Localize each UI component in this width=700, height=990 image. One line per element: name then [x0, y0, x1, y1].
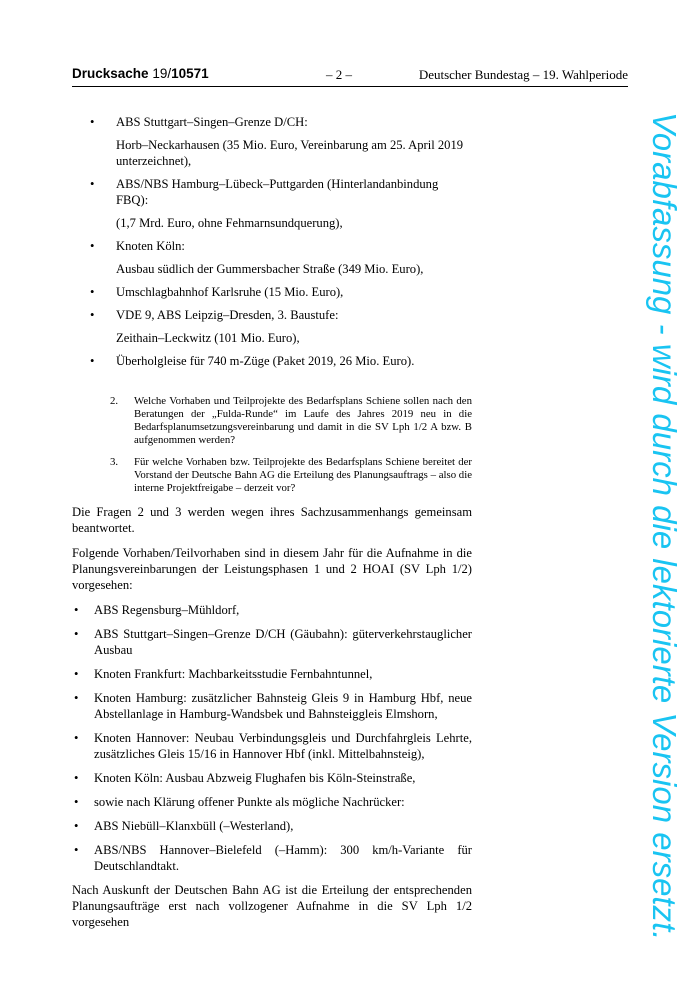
bullet-icon: • [74, 843, 79, 857]
questions-block [110, 395, 472, 495]
bullet-icon: • [74, 819, 79, 833]
header-right-title: Deutscher Bundestag – 19. Wahlperiode [418, 67, 628, 82]
bullet-icon: • [74, 731, 79, 745]
watermark-text: Vorabfassung - wird durch die lektorierte Version ersetzt. [646, 112, 683, 941]
question-text: Welche Vorhaben und Teilprojekte des Bedarfsplans Schiene sollen nach den Beratungen der „Fulda-Runde“ im Laufe des Jahres 2019 neu in die Bedarfsplanumsetzungsvereinbarung und damit in die SV Lph 1/2 A bzw. B aufgenommen werden? [134, 395, 472, 446]
item-sub: Ausbau südlich der Gummersbacher Straße (349 Mio. Euro), [116, 262, 424, 276]
answer-intro: Die Fragen 2 und 3 werden wegen ihres Sachzusammenhangs gemeinsam beantwortet. [72, 505, 472, 535]
bullet-icon: • [74, 627, 79, 641]
bullet-icon: • [90, 177, 95, 191]
bullet-icon: • [74, 691, 79, 705]
list-item [72, 730, 472, 762]
bullet-icon: • [90, 285, 95, 299]
question-text: Für welche Vorhaben bzw. Teilprojekte des Bedarfsplans Schiene bereitet der Vorstand der Deutsche Bahn AG die Erteilung des Planungsauftrags – also die interne Projektfreigabe – derzeit vor? [134, 456, 472, 494]
list-item [72, 770, 472, 786]
list-item [90, 176, 472, 231]
list-item [72, 794, 472, 810]
document-number [72, 66, 209, 81]
page-number: – 2 – [326, 67, 352, 82]
item-text: ABS Stuttgart–Singen–Grenze D/CH (Gäubahn): güterverkehrstauglicher Ausbau [94, 627, 472, 657]
list-item [72, 602, 472, 618]
item-line: ABS Stuttgart–Singen–Grenze D/CH: [116, 115, 308, 129]
item-text: sowie nach Klärung offener Punkte als mögliche Nachrücker: [94, 795, 405, 809]
list-item [90, 238, 472, 277]
bullet-icon: • [90, 115, 95, 129]
list-item [90, 114, 472, 169]
item-text: Knoten Frankfurt: Machbarkeitsstudie Fernbahntunnel, [94, 667, 373, 681]
item-sub: (1,7 Mrd. Euro, ohne Fehmarnsundquerung), [116, 216, 343, 230]
item-text: Knoten Köln: Ausbau Abzweig Flughafen bis Köln-Steinstraße, [94, 771, 416, 785]
project-list [72, 114, 472, 369]
bullet-icon: • [74, 603, 79, 617]
item-text: ABS Niebüll–Klanxbüll (–Westerland), [94, 819, 294, 833]
item-line: Knoten Köln: [116, 239, 185, 253]
list-item [72, 818, 472, 834]
item-line: VDE 9, ABS Leipzig–Dresden, 3. Baustufe: [116, 308, 339, 322]
item-sub: Zeithain–Leckwitz (101 Mio. Euro), [116, 331, 300, 345]
list-item [90, 353, 472, 369]
list-item [90, 307, 472, 346]
bullet-icon: • [74, 795, 79, 809]
question-number: 3. [110, 456, 119, 468]
question-3 [110, 456, 472, 495]
bullet-icon: • [74, 771, 79, 785]
drucksache-label: Drucksache [72, 66, 149, 81]
item-line: Überholgleise für 740 m-Züge (Paket 2019, 26 Mio. Euro). [116, 354, 415, 368]
item-text: Knoten Hamburg: zusätzlicher Bahnsteig Gleis 9 in Hamburg Hbf, neue Abstellanlage in Hamburg-Wandsbek und Bahnsteiggleis Elmshorn, [94, 691, 472, 721]
question-2 [110, 395, 472, 447]
page-content [72, 114, 472, 939]
question-number: 2. [110, 395, 119, 407]
watermark [641, 112, 687, 941]
bullet-icon: • [90, 239, 95, 253]
item-text: Knoten Hannover: Neubau Verbindungsgleis und Durchfahrgleis Lehrte, zusätzliches Gleis 15/16 in Hannover Hbf (inkl. Mittelbahnsteig), [94, 731, 472, 761]
number-prefix: 19/ [152, 66, 172, 81]
item-line: ABS/NBS Hamburg–Lübeck–Puttgarden (Hinterlandanbindung FBQ): [116, 177, 439, 207]
list-item [72, 690, 472, 722]
list-item [72, 666, 472, 682]
bullet-icon: • [74, 667, 79, 681]
answer-list [72, 602, 472, 874]
bullet-icon: • [90, 308, 95, 322]
answer-lead: Folgende Vorhaben/Teilvorhaben sind in diesem Jahr für die Aufnahme in die Planungsvereinbarungen der Leistungsphasen 1 und 2 HOAI (SV Lph 1/2) vorgesehen: [72, 546, 472, 592]
list-item [72, 842, 472, 874]
item-text: ABS/NBS Hannover–Bielefeld (–Hamm): 300 km/h-Variante für Deutschlandtakt. [94, 843, 472, 873]
item-text: ABS Regensburg–Mühldorf, [94, 603, 240, 617]
page-header [72, 66, 628, 87]
list-item [72, 626, 472, 658]
number-main: 10571 [171, 66, 209, 81]
list-item [90, 284, 472, 300]
item-line: Umschlagbahnhof Karlsruhe (15 Mio. Euro), [116, 285, 344, 299]
closing-paragraph: Nach Auskunft der Deutschen Bahn AG ist die Erteilung der entsprechenden Planungsaufträge erst nach vollzogener Aufnahme in die SV Lph 1/2 vorgesehen [72, 883, 472, 929]
bullet-icon: • [90, 354, 95, 368]
item-sub: Horb–Neckarhausen (35 Mio. Euro, Vereinbarung am 25. April 2019 unterzeichnet), [116, 138, 464, 168]
